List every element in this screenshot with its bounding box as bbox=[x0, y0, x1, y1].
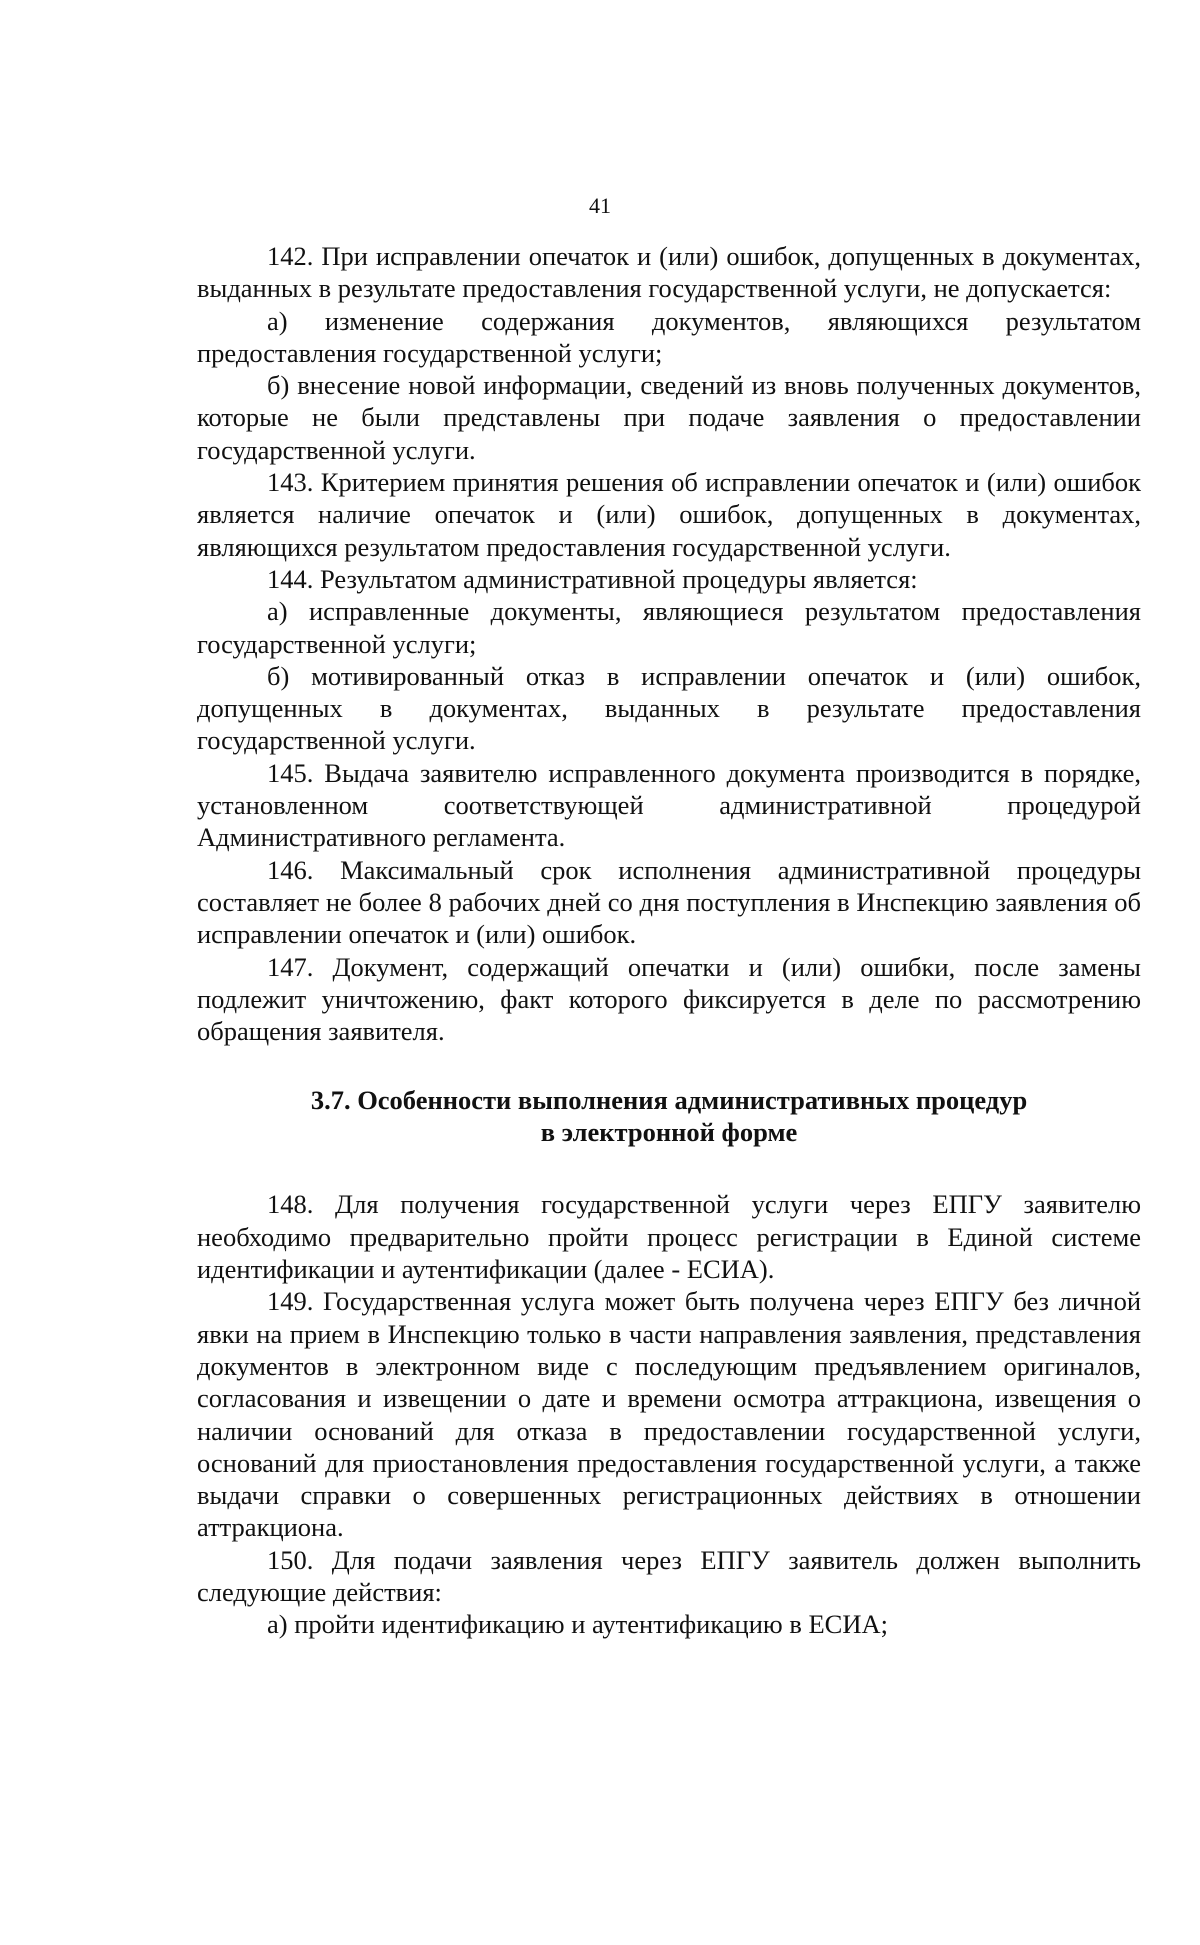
paragraph-143: 143. Критерием принятия решения об исправлении опечаток и (или) ошибок является наличие опечаток и (или) ошибок, допущенных в документах, являющихся результатом предоставления государственной услуги. bbox=[197, 467, 1141, 562]
paragraph-146: 146. Максимальный срок исполнения административной процедуры составляет не более 8 рабочих дней со дня поступления в Инспекцию заявления об исправлении опечаток и (или) ошибок. bbox=[197, 854, 1141, 950]
paragraph-144-a: а) исправленные документы, являющиеся результатом предоставления государственной услуги; bbox=[197, 596, 1141, 659]
paragraph-150-a: а) пройти идентификацию и аутентификацию в ЕСИА; bbox=[267, 1609, 888, 1640]
paragraph-142-b: б) внесение новой информации, сведений из вновь полученных документов, которые не были представлены при подаче заявления о предоставлении государственной услуги. bbox=[197, 370, 1141, 465]
document-body bbox=[197, 240, 1141, 1641]
paragraph-149: 149. Государственная услуга может быть получена через ЕПГУ без личной явки на прием в Инспекцию только в части направления заявления, представления документов в электронном виде с последующим предъявлением оригиналов, согласования и извещении о дате и времени осмотра аттракциона, извещения о наличии оснований для отказа в предоставлении государственной услуги, оснований для приостановления предоставления государственной услуги, а также выдачи справки о совершенных регистрационных действиях в отношении аттракциона. bbox=[197, 1286, 1141, 1543]
paragraph-142-a: а) изменение содержания документов, являющихся результатом предоставления государственной услуги; bbox=[197, 305, 1141, 368]
paragraph-147: 147. Документ, содержащий опечатки и (или) ошибки, после замены подлежит уничтожению, факт которого фиксируется в деле по рассмотрению обращения заявителя. bbox=[197, 951, 1141, 1047]
paragraph-148: 148. Для получения государственной услуги через ЕПГУ заявителю необходимо предварительно пройти процесс регистрации в Единой системе идентификации и аутентификации (далее - ЕСИА). bbox=[197, 1189, 1141, 1285]
paragraph-145: 145. Выдача заявителю исправленного документа производится в порядке, установленном соответствующей административной процедурой Административного регламента. bbox=[197, 757, 1141, 853]
section-heading bbox=[197, 1084, 1141, 1148]
page-number: 41 bbox=[589, 193, 611, 218]
section-heading-line-1: 3.7. Особенности выполнения административных процедур bbox=[310, 1085, 1028, 1116]
paragraph-150: 150. Для подачи заявления через ЕПГУ заявитель должен выполнить следующие действия: bbox=[197, 1544, 1141, 1607]
paragraph-144: 144. Результатом административной процедуры является: bbox=[267, 563, 918, 594]
section-heading-line-2: в электронной форме bbox=[540, 1117, 798, 1148]
paragraph-142: 142. При исправлении опечаток и (или) ошибок, допущенных в документах, выданных в результате предоставления государственной услуги, не допускается: bbox=[197, 241, 1141, 304]
paragraph-144-b: б) мотивированный отказ в исправлении опечаток и (или) ошибок, допущенных в документах, выданных в результате предоставления государственной услуги. bbox=[197, 660, 1141, 756]
